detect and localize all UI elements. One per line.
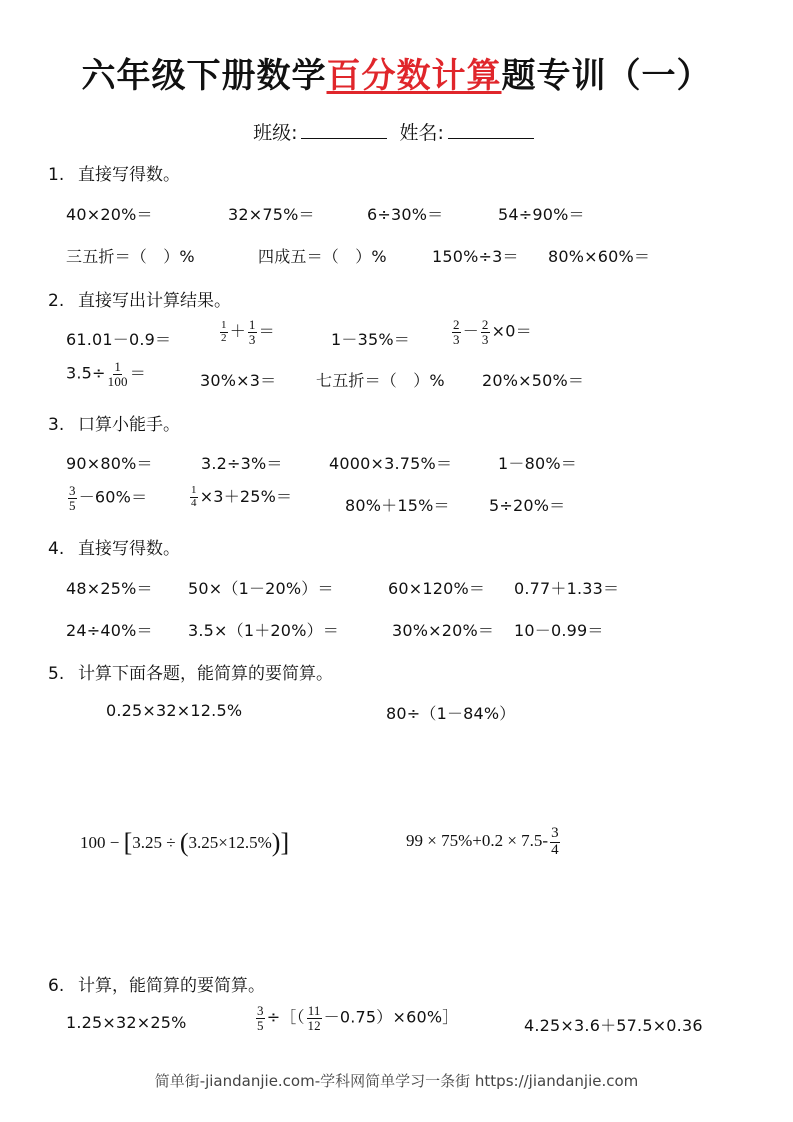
problem: 80÷（1－84%） [386,704,516,723]
section-5-heading [48,659,333,684]
problem: 99 × 75%+0.2 × 7.5- $\frac{3}{4}$ [406,825,559,858]
problem: 1.25×32×25% [66,1013,187,1032]
fraction: $\frac{11}{12}$ [307,1003,321,1033]
section-3-heading [48,410,180,435]
problem: 4.25×3.6＋57.5×0.36 [524,1016,703,1035]
fraction: $\frac{2}{3}$ [481,317,489,347]
problem: 48×25%＝ [66,579,153,598]
class-label: 班级: [253,122,298,144]
title-suffix: 题专训（一） [501,56,712,96]
problem: 50×（1－20%）＝ [188,579,334,598]
page-title [0,48,793,97]
section-title: 口算小能手。 [78,415,180,435]
problem: $\frac{3}{5}$ －60%＝ [69,483,148,513]
problem: $\frac{2}{3}$ － $\frac{2}{3}$ ×0＝ [453,317,532,347]
section-title: 直接写得数。 [78,539,180,559]
problem: 90×80%＝ [66,454,153,473]
problem: 20%×50%＝ [482,371,585,390]
section-title: 计算下面各题，能简算的要简算。 [78,664,333,684]
problem: 1－35%＝ [331,330,410,349]
problem: 5÷20%＝ [489,496,566,515]
problem: 60×120%＝ [388,579,486,598]
problem: 80%×60%＝ [548,247,651,266]
problem: 80%＋15%＝ [345,496,450,515]
problem: 61.01－0.9＝ [66,330,172,349]
section-number: 3. [48,415,65,435]
fraction: $\frac{1}{4}$ [191,484,197,509]
problem: 3.5÷ $\frac{1}{100}$ ＝ [66,359,146,389]
section-title: 直接写出计算结果。 [78,291,231,311]
problem: 30%×3＝ [200,371,277,390]
fraction: $\frac{3}{4}$ [551,825,559,858]
problem: 40×20%＝ [66,205,153,224]
student-info-line [0,118,793,145]
problem: 4000×3.75%＝ [329,454,453,473]
problem: $\frac{1}{4}$ ×3＋25%＝ [191,484,293,509]
section-number: 4. [48,539,65,559]
problem: 3.2÷3%＝ [201,454,283,473]
problem: 1－80%＝ [498,454,577,473]
problem: 150%÷3＝ [432,247,519,266]
section-number: 6. [48,976,65,996]
problem: 0.77＋1.33＝ [514,579,620,598]
fraction: $\frac{1}{2}$ [221,319,227,344]
problem: 6÷30%＝ [367,205,444,224]
problem: $\frac{1}{2}$ ＋ $\frac{1}{3}$ ＝ [221,317,275,347]
fraction: $\frac{3}{5}$ [257,1003,264,1033]
section-4-heading [48,534,180,559]
name-label: 姓名: [399,122,444,144]
section-1-heading [48,160,180,185]
title-highlight: 百分数计算 [326,56,502,96]
problem: 0.25×32×12.5% [106,701,243,720]
problem: 54÷90%＝ [498,205,585,224]
problem: 30%×20%＝ [392,621,495,640]
fraction: $\frac{1}{3}$ [248,317,256,347]
problem: $\frac{3}{5}$ ÷［（ $\frac{11}{12}$ －0.75）×60%］ [257,1003,459,1033]
fraction: $\frac{1}{100}$ [107,359,128,389]
problem: 七五折＝（ ）% [316,371,445,390]
section-number: 2. [48,291,65,311]
section-title: 计算，能简算的要简算。 [78,976,265,996]
fraction: $\frac{2}{3}$ [453,317,460,347]
section-number: 1. [48,165,65,185]
fraction: $\frac{3}{5}$ [69,483,76,513]
section-title: 直接写得数。 [78,165,180,185]
problem: 3.5×（1＋20%）＝ [188,621,339,640]
section-6-heading [48,971,265,996]
name-blank[interactable] [448,120,534,139]
section-2-heading [48,286,231,311]
problem: 四成五＝（ ）% [258,247,387,266]
title-prefix: 六年级下册数学 [81,56,327,96]
problem: 24÷40%＝ [66,621,153,640]
problem: 32×75%＝ [228,205,315,224]
section-number: 5. [48,664,65,684]
footer-watermark: 简单街-jiandanjie.com-学科网简单学习一条街 https://jiandanjie.com [154,1072,639,1090]
problem: 100 − [3.25 ÷ (3.25×12.5%)] [80,828,290,857]
problem: 三五折＝（ ）% [66,247,195,266]
class-blank[interactable] [301,120,387,139]
problem: 10－0.99＝ [514,621,604,640]
